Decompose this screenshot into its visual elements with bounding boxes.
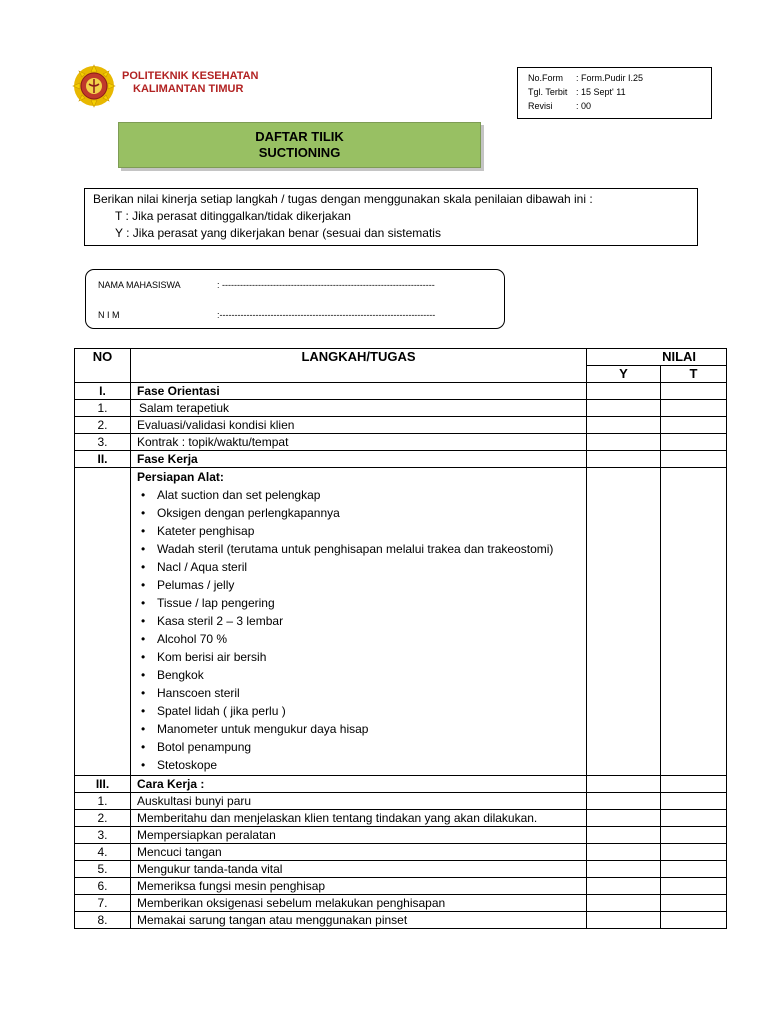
header-no: NO: [75, 349, 131, 383]
row-task: Mengukur tanda-tanda vital: [131, 861, 587, 878]
equipment-title: Persiapan Alat:: [137, 470, 224, 484]
list-item: • Hanscoen steril: [137, 684, 580, 702]
form-info-box: [517, 67, 712, 119]
score-t-cell[interactable]: [661, 434, 727, 451]
institution-line1: POLITEKNIK KESEHATAN: [122, 70, 259, 82]
score-t-cell[interactable]: [661, 451, 727, 468]
section-row: [75, 383, 727, 400]
instructions-y: Y : Jika perasat yang dikerjakan benar (sesuai dan sistematis: [115, 226, 441, 240]
row-number: [75, 468, 131, 776]
row-task: Mempersiapkan peralatan: [131, 827, 587, 844]
title-line1: DAFTAR TILIK: [255, 129, 344, 144]
score-t-cell[interactable]: [661, 861, 727, 878]
row-task: Kontrak : topik/waktu/tempat: [131, 434, 587, 451]
institution-name: [122, 70, 259, 96]
table-row: [75, 844, 727, 861]
score-t-cell[interactable]: [661, 844, 727, 861]
score-t-cell[interactable]: [661, 776, 727, 793]
list-item: • Wadah steril (terutama untuk penghisapan melalui trakea dan trakeostomi): [137, 540, 580, 558]
student-info-box: [85, 269, 505, 329]
score-t-cell[interactable]: [661, 878, 727, 895]
list-item: • Nacl / Aqua steril: [137, 558, 580, 576]
equipment-row: [75, 468, 727, 776]
score-t-cell[interactable]: [661, 895, 727, 912]
list-item: • Kom berisi air bersih: [137, 648, 580, 666]
score-y-cell[interactable]: [587, 861, 661, 878]
section-title: Cara Kerja :: [131, 776, 587, 793]
instructions-t: T : Jika perasat ditinggalkan/tidak dikerjakan: [115, 209, 351, 223]
instructions-intro: Berikan nilai kinerja setiap langkah / tugas dengan menggunakan skala penilaian dibawah ini :: [93, 192, 593, 206]
section-row: [75, 776, 727, 793]
score-t-cell[interactable]: [661, 912, 727, 929]
table-header-row: [75, 349, 727, 366]
tgl-terbit-label: Tgl. Terbit: [528, 87, 568, 97]
list-item: • Alcohol 70 %: [137, 630, 580, 648]
table-row: [75, 861, 727, 878]
list-item: • Alat suction dan set pelengkap: [137, 486, 580, 504]
score-y-cell[interactable]: [587, 468, 661, 776]
document-title: [118, 122, 481, 168]
row-number: 5.: [75, 861, 131, 878]
title-line2: SUCTIONING: [258, 145, 341, 160]
score-t-cell[interactable]: [661, 400, 727, 417]
equipment-list: [137, 486, 580, 774]
list-item: • Spatel lidah ( jika perlu ): [137, 702, 580, 720]
table-row: [75, 417, 727, 434]
row-task: Memeriksa fungsi mesin penghisap: [131, 878, 587, 895]
score-y-cell[interactable]: [587, 912, 661, 929]
list-item: • Pelumas / jelly: [137, 576, 580, 594]
table-row: [75, 827, 727, 844]
row-number: 4.: [75, 844, 131, 861]
row-number: 1.: [75, 400, 131, 417]
list-item: • Bengkok: [137, 666, 580, 684]
table-row: [75, 878, 727, 895]
row-number: 2.: [75, 810, 131, 827]
score-y-cell[interactable]: [587, 827, 661, 844]
row-task: Evaluasi/validasi kondisi klien: [131, 417, 587, 434]
no-form-value: : Form.Pudir I.25: [576, 73, 644, 83]
revisi-label: Revisi: [528, 101, 553, 111]
section-number: III.: [75, 776, 131, 793]
score-y-cell[interactable]: [587, 400, 661, 417]
header-score: NILAI: [587, 349, 727, 366]
score-y-cell[interactable]: [587, 878, 661, 895]
institution-line2: KALIMANTAN TIMUR: [133, 83, 244, 95]
list-item: • Manometer untuk mengukur daya hisap: [137, 720, 580, 738]
score-t-cell[interactable]: [661, 793, 727, 810]
score-t-cell[interactable]: [661, 468, 727, 776]
instructions-box: [84, 188, 698, 246]
list-item: • Tissue / lap pengering: [137, 594, 580, 612]
score-y-cell[interactable]: [587, 776, 661, 793]
revisi-value: : 00: [576, 101, 592, 111]
score-y-cell[interactable]: [587, 844, 661, 861]
equipment-cell: [131, 468, 587, 776]
row-task: Memberitahu dan menjelaskan klien tentang tindakan yang akan dilakukan.: [131, 810, 587, 827]
section-title: Fase Kerja: [131, 451, 587, 468]
institution-seal-icon: [72, 64, 116, 108]
name-label: NAMA MAHASISWA: [98, 280, 181, 290]
name-field[interactable]: : -----------------------------------------------------------------------: [217, 280, 435, 290]
table-row: [75, 434, 727, 451]
list-item: • Oksigen dengan perlengkapannya: [137, 504, 580, 522]
score-y-cell[interactable]: [587, 793, 661, 810]
score-t-cell[interactable]: [661, 383, 727, 400]
row-task: Salam terapetiuk: [131, 400, 587, 417]
row-number: 7.: [75, 895, 131, 912]
score-y-cell[interactable]: [587, 417, 661, 434]
row-number: 3.: [75, 827, 131, 844]
header-task: LANGKAH/TUGAS: [131, 349, 587, 383]
score-y-cell[interactable]: [587, 810, 661, 827]
section-row: [75, 451, 727, 468]
row-task: Memberikan oksigenasi sebelum melakukan penghisapan: [131, 895, 587, 912]
row-number: 2.: [75, 417, 131, 434]
row-number: 6.: [75, 878, 131, 895]
score-t-cell[interactable]: [661, 810, 727, 827]
nim-field[interactable]: :------------------------------------------------------------------------: [217, 310, 436, 320]
table-row: [75, 400, 727, 417]
list-item: • Stetoskope: [137, 756, 580, 774]
score-t-cell[interactable]: [661, 417, 727, 434]
table-row: [75, 895, 727, 912]
nim-label: N I M: [98, 310, 120, 320]
row-task: Mencuci tangan: [131, 844, 587, 861]
list-item: • Kasa steril 2 – 3 lembar: [137, 612, 580, 630]
row-task: Auskultasi bunyi paru: [131, 793, 587, 810]
section-number: I.: [75, 383, 131, 400]
score-y-cell[interactable]: [587, 383, 661, 400]
score-y-cell[interactable]: [587, 451, 661, 468]
row-number: 3.: [75, 434, 131, 451]
row-task: Memakai sarung tangan atau menggunakan pinset: [131, 912, 587, 929]
row-number: 8.: [75, 912, 131, 929]
section-number: II.: [75, 451, 131, 468]
no-form-label: No.Form: [528, 73, 564, 83]
row-number: 1.: [75, 793, 131, 810]
score-y-cell[interactable]: [587, 434, 661, 451]
list-item: • Kateter penghisap: [137, 522, 580, 540]
score-y-cell[interactable]: [587, 895, 661, 912]
table-row: [75, 810, 727, 827]
checklist-table: [74, 348, 727, 929]
score-t-cell[interactable]: [661, 827, 727, 844]
tgl-terbit-value: : 15 Sept' 11: [576, 87, 626, 97]
table-row: [75, 912, 727, 929]
table-row: [75, 793, 727, 810]
section-title: Fase Orientasi: [131, 383, 587, 400]
list-item: • Botol penampung: [137, 738, 580, 756]
header-y: Y: [587, 366, 661, 383]
header-t: T: [661, 366, 727, 383]
